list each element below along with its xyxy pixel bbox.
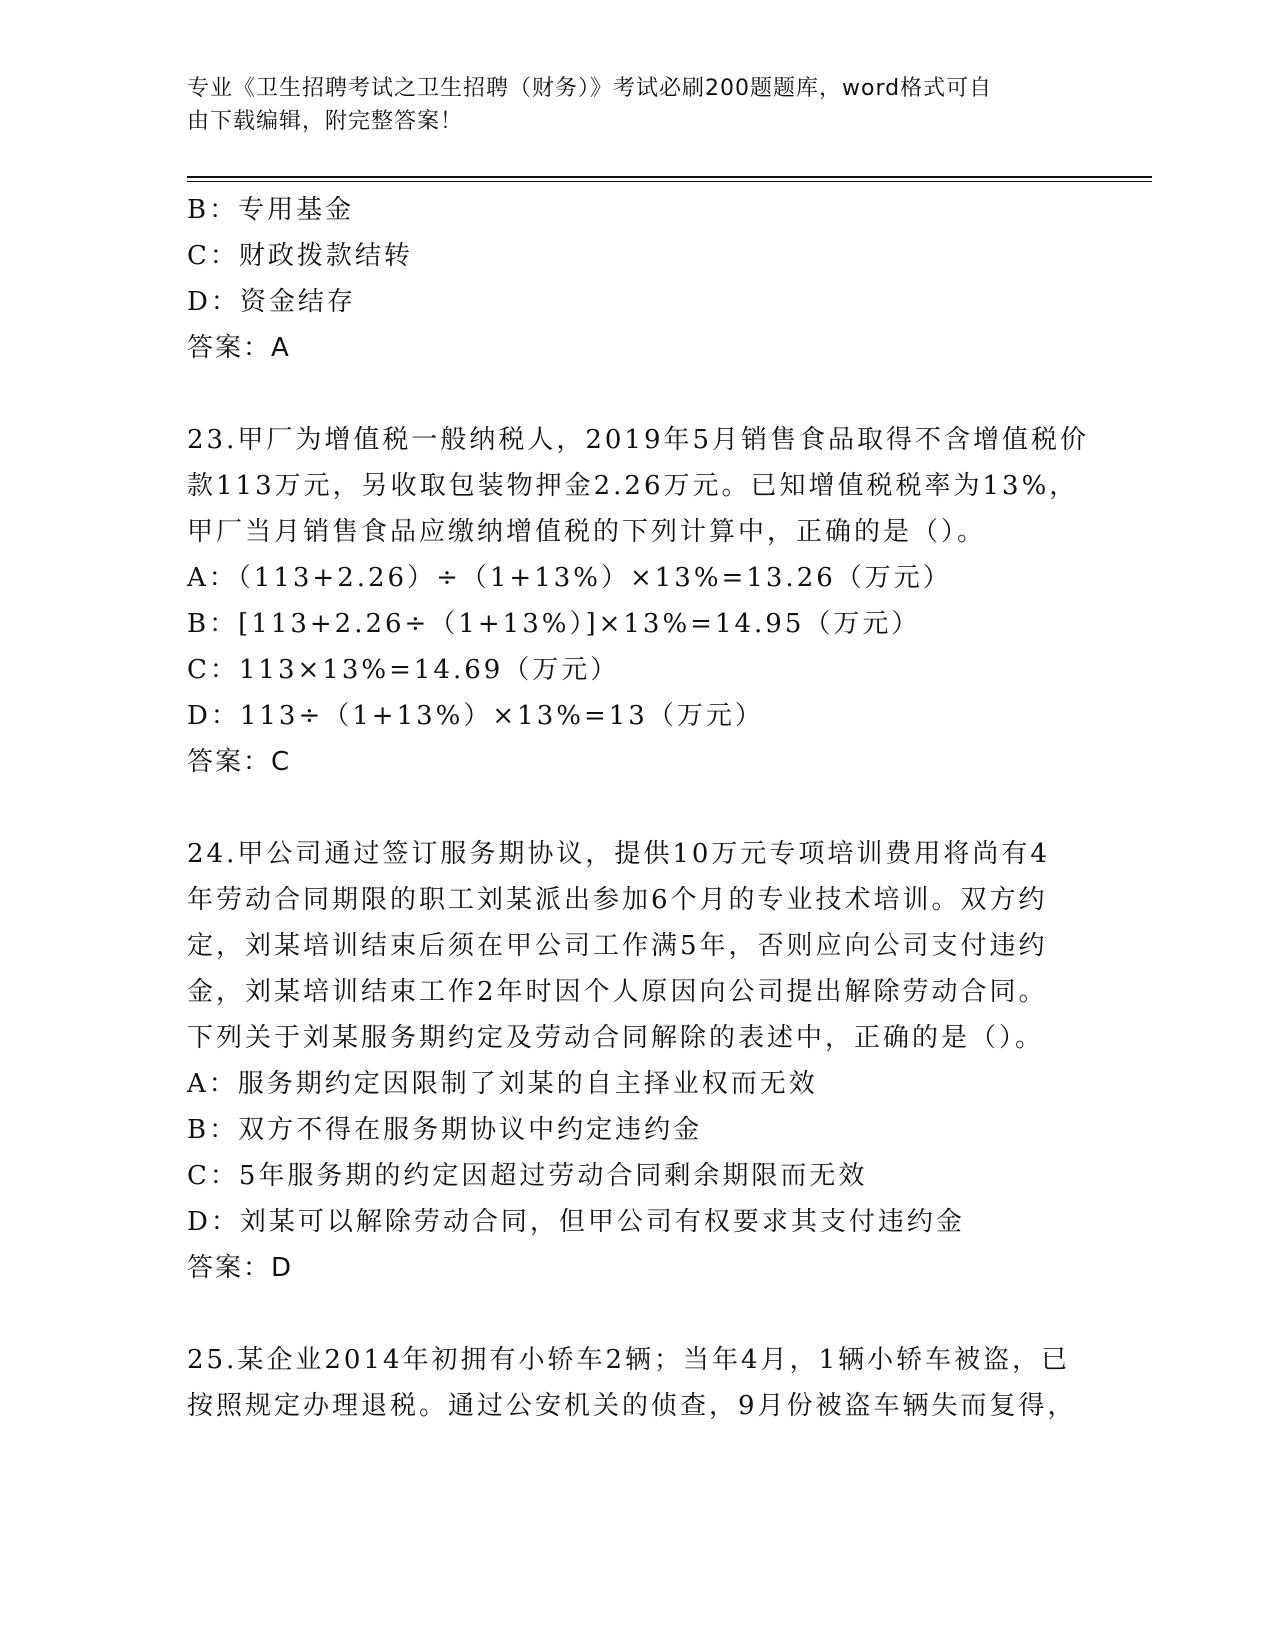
spacer [187,785,1087,831]
question-23 [187,417,1090,785]
question-22-tail [187,187,1087,371]
header-divider-thin [187,181,1152,182]
header-line-2: 由下载编辑，附完整答案！ [187,109,464,134]
option-d: D：刘某可以解除劳动合同，但甲公司有权要求其支付违约金 [187,1207,965,1237]
question-25 [187,1337,1087,1429]
option-c: C：5年服务期的约定因超过劳动合同剩余期限而无效 [187,1161,868,1191]
question-stem-line: 24.甲公司通过签订服务期协议，提供10万元专项培训费用将尚有4 [187,839,1050,869]
header-divider-thick [187,176,1152,178]
option-d: D：113÷（1+13%）×13%=13（万元） [187,701,764,731]
header-line-1: 专业《卫生招聘考试之卫生招聘（财务）》考试必刷200题题库，word格式可自 [187,76,993,101]
option-b: B：专用基金 [187,195,355,225]
question-stem-line: 甲厂当月销售食品应缴纳增值税的下列计算中，正确的是（）。 [187,517,987,547]
option-c: C：财政拨款结转 [187,241,413,271]
option-d: D：资金结存 [187,287,356,317]
question-stem-line: 下列关于刘某服务期约定及劳动合同解除的表述中，正确的是（）。 [187,1023,1045,1053]
answer-line: 答案：A [187,333,291,363]
question-stem-line: 按照规定办理退税。通过公安机关的侦查，9月份被盗车辆失而复得， [187,1391,1077,1421]
option-a: A：服务期约定因限制了刘某的自主择业权而无效 [187,1069,818,1099]
option-b: B：[113+2.26÷（1+13%）]×13%=14.95（万元） [187,609,921,639]
question-stem-line: 25.某企业2014年初拥有小轿车2辆；当年4月，1辆小轿车被盗，已 [187,1345,1071,1375]
question-24 [187,831,1087,1291]
option-c: C：113×13%=14.69（万元） [187,655,620,685]
question-stem-line: 款113万元，另收取包装物押金2.26万元。已知增值税税率为13%， [187,471,1079,501]
document-body [187,187,1090,1429]
question-stem-line: 金，刘某培训结束工作2年时因个人原因向公司提出解除劳动合同。 [187,977,1048,1007]
option-a: A：（113+2.26）÷（1+13%）×13%=13.26（万元） [187,563,952,593]
spacer [187,371,1087,417]
page-header [187,72,1087,138]
option-b: B：双方不得在服务期协议中约定违约金 [187,1115,703,1145]
question-stem-line: 定，刘某培训结束后须在甲公司工作满5年，否则应向公司支付违约 [187,931,1048,961]
question-stem-line: 年劳动合同期限的职工刘某派出参加6个月的专业技术培训。双方约 [187,885,1048,915]
spacer [187,1291,1087,1337]
answer-line: 答案：C [187,747,292,777]
answer-line: 答案：D [187,1253,294,1283]
question-stem-line: 23.甲厂为增值税一般纳税人，2019年5月销售食品取得不含增值税价 [187,425,1090,455]
